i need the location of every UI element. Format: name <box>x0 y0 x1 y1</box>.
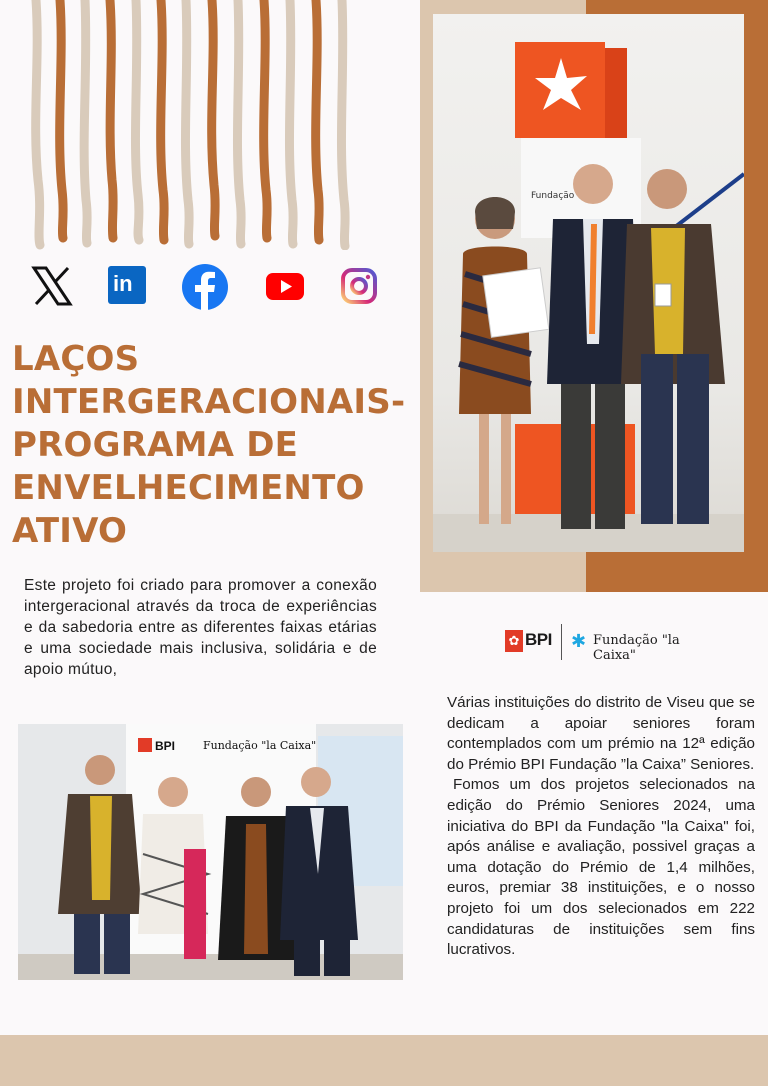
svg-text:Fundação "la Caixa": Fundação "la Caixa" <box>203 739 317 752</box>
linkedin-icon[interactable] <box>106 264 150 308</box>
instagram-icon[interactable] <box>340 264 384 308</box>
linkedin-label: in <box>113 271 133 296</box>
x-icon[interactable] <box>30 264 74 308</box>
title-line: LAÇOS <box>12 339 140 379</box>
intro-paragraph: Este projeto foi criado para promover a conexão intergeracional através da troca de experiências e da sabedoria entre as diferentes faixas etárias e uma sociedade mais inclusiva, solidária e de apoio mútuo, <box>24 577 377 678</box>
body-paragraph: Fomos um dos projetos selecionados na edição do Prémio Seniores 2024, uma iniciativa do BPI da Fundação "la Caixa" foi, após análise e avaliação, possivel graças a uma dotação do Prémio de 1,4 milhões, euros, premiar 38 instituições, e o nosso projeto foi um dos selecionados em 222 candidaturas de instituições sem fins lucrativos. <box>447 776 755 959</box>
la-caixa-star-icon: ✱ <box>571 631 587 651</box>
svg-text:Fundação: Fundação <box>531 191 575 201</box>
sponsor-logos <box>505 624 695 663</box>
title-line: ENVELHECIMENTO <box>12 468 365 508</box>
svg-text:BPI: BPI <box>155 739 176 753</box>
youtube-icon[interactable] <box>266 264 310 308</box>
title-line: PROGRAMA DE <box>12 425 299 465</box>
logo-divider <box>561 624 562 660</box>
social-links <box>30 264 380 314</box>
page-title <box>12 338 412 553</box>
body-text <box>447 693 755 961</box>
fundacao-logo: Fundação "la Caixa" <box>593 633 680 663</box>
award-photo <box>433 14 744 552</box>
facebook-icon[interactable] <box>182 264 226 308</box>
body-paragraph: Várias instituições do distrito de Viseu que se dedicam a apoiar seniores foram contemplados com um prémio na 12ª edição do Prémio BPI Fundação ”la Caixa” Seniores. <box>447 694 755 773</box>
title-line: ATIVO <box>12 511 128 551</box>
title-line: INTERGERACIONAIS- <box>12 382 406 422</box>
bpi-logo: BPI <box>525 630 552 649</box>
decorative-stripes <box>28 0 368 250</box>
footer-band <box>0 1035 768 1086</box>
bpi-flower-icon: ✿ <box>505 630 523 652</box>
group-photo <box>18 724 403 980</box>
